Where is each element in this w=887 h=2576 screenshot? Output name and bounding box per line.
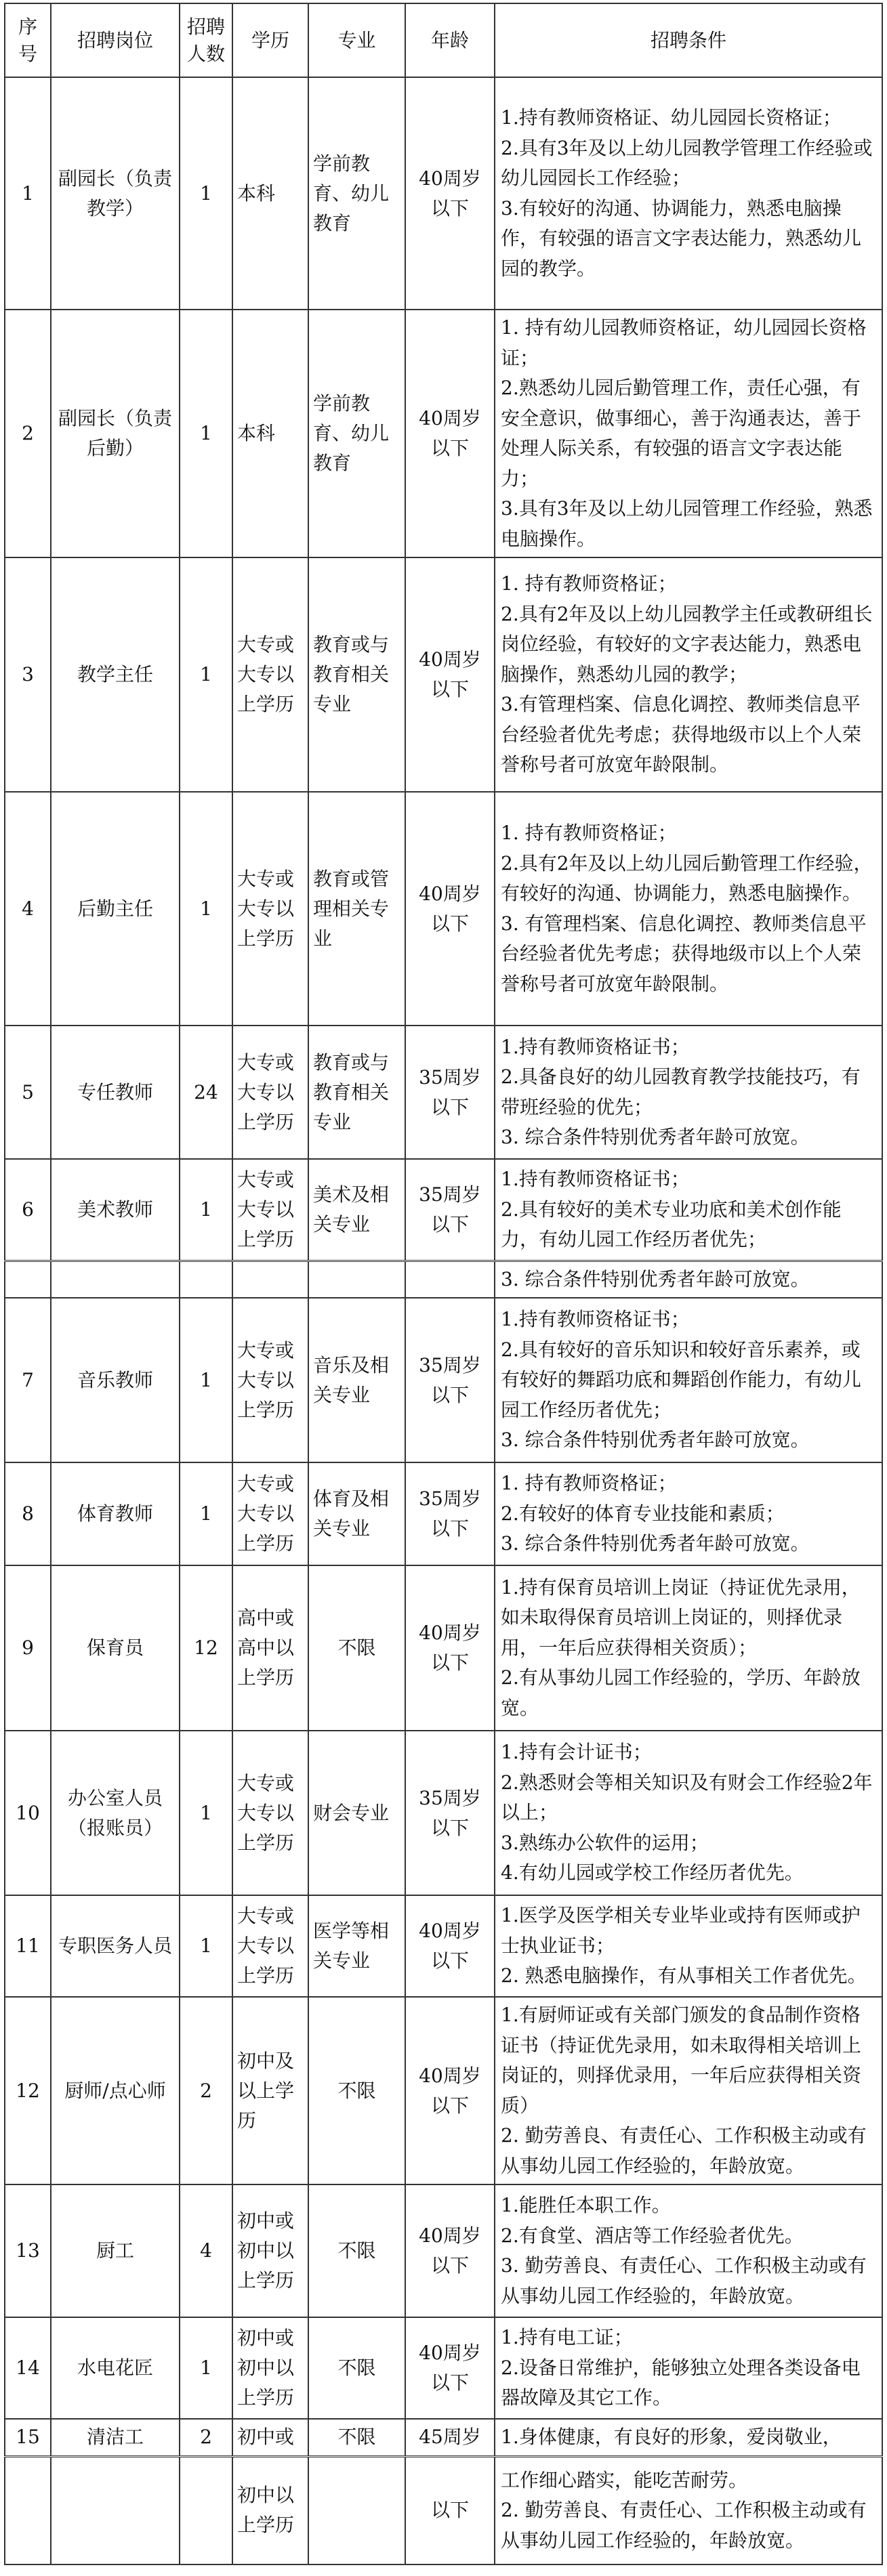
table-row xyxy=(5,1895,882,1997)
table-row xyxy=(5,1731,882,1895)
table-row xyxy=(5,1026,882,1159)
condition-line: 1. 持有教师资格证； xyxy=(501,1472,677,1495)
header-post: 招聘岗位 xyxy=(51,3,180,77)
condition-line: 2. 勤劳善良、有责任心、工作积极主动或有从事幼儿园工作经验的，年龄放宽。 xyxy=(501,2124,867,2177)
education-cell xyxy=(232,1261,308,1298)
major-cell: 不限 xyxy=(308,2317,405,2419)
condition-line: 1.能胜任本职工作。 xyxy=(501,2194,671,2216)
condition-line: 2.具备良好的幼儿园教育教学技能技巧，有带班经验的优先； xyxy=(501,1065,861,1118)
conditions-cell xyxy=(495,1462,882,1565)
header-age: 年龄 xyxy=(405,3,495,77)
conditions-cell xyxy=(495,1026,882,1159)
condition-line: 2.具有较好的美术专业功底和美术创作能力，有幼儿园工作经历者优先； xyxy=(501,1198,842,1250)
post-cell xyxy=(51,2456,180,2564)
conditions-cell xyxy=(495,1895,882,1997)
condition-line: 3.具有3年及以上幼儿园管理工作经验，熟悉电脑操作。 xyxy=(501,497,873,550)
education-cell: 大专或大专以上学历 xyxy=(232,1462,308,1565)
conditions-cell xyxy=(495,1298,882,1462)
post-cell: 教学主任 xyxy=(51,557,180,792)
seq-cell: 13 xyxy=(5,2184,51,2317)
conditions-cell xyxy=(495,77,882,310)
major-cell: 不限 xyxy=(308,1997,405,2184)
post-cell: 专任教师 xyxy=(51,1026,180,1159)
post-cell: 音乐教师 xyxy=(51,1298,180,1462)
age-cell: 以下 xyxy=(405,2456,495,2564)
count-cell xyxy=(180,1261,232,1298)
age-cell: 40周岁以下 xyxy=(405,2184,495,2317)
seq-cell: 9 xyxy=(5,1565,51,1731)
table-row xyxy=(5,1565,882,1731)
header-seq: 序号 xyxy=(5,3,51,77)
condition-line: 3. 综合条件特别优秀者年龄可放宽。 xyxy=(501,1429,810,1452)
condition-line: 1.持有教师资格证书； xyxy=(501,1168,690,1190)
seq-cell: 11 xyxy=(5,1895,51,1997)
table-row xyxy=(5,77,882,310)
count-cell xyxy=(180,2456,232,2564)
condition-line: 2.设备日常维护，能够独立处理各类设备电器故障及其它工作。 xyxy=(501,2356,861,2409)
seq-cell: 4 xyxy=(5,792,51,1026)
age-cell: 40周岁以下 xyxy=(405,310,495,557)
table-row xyxy=(5,1298,882,1462)
major-cell: 教育或与教育相关专业 xyxy=(308,557,405,792)
major-cell: 教育或与教育相关专业 xyxy=(308,1026,405,1159)
major-cell: 不限 xyxy=(308,1565,405,1731)
condition-line: 2.熟悉幼儿园后勤管理工作，责任心强，有安全意识，做事细心，善于沟通表达，善于处理人际关系，有较强的语言文字表达能力； xyxy=(501,377,862,490)
condition-line: 1.持有电工证； xyxy=(501,2326,633,2349)
condition-line: 1. 持有教师资格证； xyxy=(501,572,677,595)
condition-line: 1.持有会计证书； xyxy=(501,1741,652,1764)
major-cell: 学前教育、幼儿教育 xyxy=(308,77,405,310)
condition-line: 2. 熟悉电脑操作，有从事相关工作者优先。 xyxy=(501,1964,867,1987)
seq-cell: 14 xyxy=(5,2317,51,2419)
seq-cell: 7 xyxy=(5,1298,51,1462)
conditions-cell xyxy=(495,557,882,792)
table-row xyxy=(5,1261,882,1298)
count-cell: 12 xyxy=(180,1565,232,1731)
recruitment-table-container xyxy=(4,3,882,2565)
conditions-cell xyxy=(495,1731,882,1895)
count-cell: 1 xyxy=(180,1159,232,1261)
education-cell: 本科 xyxy=(232,310,308,557)
education-cell: 初中及以上学历 xyxy=(232,1997,308,2184)
seq-cell: 1 xyxy=(5,77,51,310)
seq-cell: 3 xyxy=(5,557,51,792)
major-cell: 体育及相关专业 xyxy=(308,1462,405,1565)
post-cell: 后勤主任 xyxy=(51,792,180,1026)
condition-line: 1.医学及医学相关专业毕业或持有医师或护士执业证书； xyxy=(501,1904,861,1957)
age-cell: 45周岁 xyxy=(405,2419,495,2456)
post-cell: 专职医务人员 xyxy=(51,1895,180,1997)
condition-line: 1.持有教师资格证书； xyxy=(501,1035,690,1058)
post-cell xyxy=(51,1261,180,1298)
age-cell: 40周岁以下 xyxy=(405,557,495,792)
condition-line: 3. 综合条件特别优秀者年龄可放宽。 xyxy=(501,1267,810,1290)
count-cell: 1 xyxy=(180,557,232,792)
age-cell: 40周岁以下 xyxy=(405,1895,495,1997)
table-row xyxy=(5,792,882,1026)
count-cell: 1 xyxy=(180,792,232,1026)
age-cell: 40周岁以下 xyxy=(405,77,495,310)
conditions-cell xyxy=(495,2456,882,2564)
major-cell xyxy=(308,2456,405,2564)
age-cell: 40周岁以下 xyxy=(405,1997,495,2184)
post-cell: 副园长（负责教学） xyxy=(51,77,180,310)
condition-line: 3. 有管理档案、信息化调控、教师类信息平台经验者优先考虑；获得地级市以上个人荣誉称号者可放宽年龄限制。 xyxy=(501,912,867,995)
seq-cell: 12 xyxy=(5,1997,51,2184)
seq-cell: 15 xyxy=(5,2419,51,2456)
condition-line: 2.有较好的体育专业技能和素质； xyxy=(501,1502,785,1525)
count-cell: 2 xyxy=(180,1997,232,2184)
condition-line: 3. 综合条件特别优秀者年龄可放宽。 xyxy=(501,1126,810,1148)
condition-line: 3. 勤劳善良、有责任心、工作积极主动或有从事幼儿园工作经验的，年龄放宽。 xyxy=(501,2254,867,2307)
seq-cell: 2 xyxy=(5,310,51,557)
condition-line: 1.有厨师证或有关部门颁发的食品制作资格证书（持证优先录用，如未取得相关培训上岗证的，则择优录用，一年后应获得相关资质） xyxy=(501,2004,862,2117)
header-major: 专业 xyxy=(308,3,405,77)
condition-line: 3.熟练办公软件的运用； xyxy=(501,1831,709,1854)
post-cell: 保育员 xyxy=(51,1565,180,1731)
age-cell: 40周岁以下 xyxy=(405,2317,495,2419)
condition-line: 2. 勤劳善良、有责任心、工作积极主动或有从事幼儿园工作经验的，年龄放宽。 xyxy=(501,2499,867,2552)
education-cell: 初中以上学历 xyxy=(232,2456,308,2564)
count-cell: 1 xyxy=(180,1731,232,1895)
table-row xyxy=(5,557,882,792)
count-cell: 24 xyxy=(180,1026,232,1159)
seq-cell: 8 xyxy=(5,1462,51,1565)
count-cell: 1 xyxy=(180,2317,232,2419)
table-row xyxy=(5,2317,882,2419)
header-row xyxy=(5,3,882,77)
condition-line: 1.持有教师资格证、幼儿园园长资格证； xyxy=(501,106,842,129)
condition-line: 1. 持有幼儿园教师资格证，幼儿园园长资格证； xyxy=(501,316,867,369)
count-cell: 1 xyxy=(180,77,232,310)
post-cell: 清洁工 xyxy=(51,2419,180,2456)
condition-line: 2.熟悉财会等相关知识及有财会工作经验2年以上； xyxy=(501,1771,873,1824)
condition-line: 4.有幼儿园或学校工作经历者优先。 xyxy=(501,1861,804,1884)
age-cell: 35周岁以下 xyxy=(405,1026,495,1159)
post-cell: 水电花匠 xyxy=(51,2317,180,2419)
conditions-cell xyxy=(495,1565,882,1731)
post-cell: 厨师/点心师 xyxy=(51,1997,180,2184)
conditions-cell xyxy=(495,792,882,1026)
table-row xyxy=(5,1462,882,1565)
age-cell: 35周岁以下 xyxy=(405,1731,495,1895)
education-cell: 初中或初中以上学历 xyxy=(232,2184,308,2317)
conditions-cell xyxy=(495,1159,882,1261)
post-cell: 厨工 xyxy=(51,2184,180,2317)
education-cell: 大专或大专以上学历 xyxy=(232,1731,308,1895)
post-cell: 体育教师 xyxy=(51,1462,180,1565)
count-cell: 1 xyxy=(180,1462,232,1565)
age-cell: 35周岁以下 xyxy=(405,1298,495,1462)
conditions-cell xyxy=(495,1261,882,1298)
header-count: 招聘人数 xyxy=(180,3,232,77)
table-row xyxy=(5,2184,882,2317)
condition-line: 1.持有保育员培训上岗证（持证优先录用，如未取得保育员培训上岗证的，则择优录用，一年后应获得相关资质）； xyxy=(501,1576,861,1659)
major-cell: 美术及相关专业 xyxy=(308,1159,405,1261)
education-cell: 大专或大专以上学历 xyxy=(232,1159,308,1261)
age-cell: 40周岁以下 xyxy=(405,792,495,1026)
conditions-cell xyxy=(495,2184,882,2317)
condition-line: 2.具有3年及以上幼儿园教学管理工作经验或幼儿园园长工作经验； xyxy=(501,136,873,189)
condition-line: 3.有较好的沟通、协调能力，熟悉电脑操作，有较强的语言文字表达能力，熟悉幼儿园的教学。 xyxy=(501,196,862,280)
condition-line: 2.具有较好的音乐知识和较好音乐素养，或有较好的舞蹈功底和舞蹈创作能力，有幼儿园工作经历者优先； xyxy=(501,1338,862,1421)
age-cell: 40周岁以下 xyxy=(405,1565,495,1731)
condition-line: 1.身体健康，有良好的形象，爱岗敬业， xyxy=(501,2426,842,2448)
header-education: 学历 xyxy=(232,3,308,77)
condition-line: 2.具有2年及以上幼儿园教学主任或教研组长岗位经验，有较好的文字表达能力，熟悉电脑操作，熟悉幼儿园的教学； xyxy=(501,602,873,685)
condition-line: 1.持有教师资格证书； xyxy=(501,1308,690,1331)
seq-cell: 10 xyxy=(5,1731,51,1895)
table-row xyxy=(5,2456,882,2564)
education-cell: 高中或高中以上学历 xyxy=(232,1565,308,1731)
conditions-cell xyxy=(495,1997,882,2184)
count-cell: 1 xyxy=(180,1298,232,1462)
seq-cell xyxy=(5,2456,51,2564)
major-cell: 音乐及相关专业 xyxy=(308,1298,405,1462)
header-conditions: 招聘条件 xyxy=(495,3,882,77)
major-cell: 医学等相关专业 xyxy=(308,1895,405,1997)
age-cell xyxy=(405,1261,495,1298)
major-cell xyxy=(308,1261,405,1298)
table-row xyxy=(5,1159,882,1261)
condition-line: 2.具有2年及以上幼儿园后勤管理工作经验，有较好的沟通、协调能力，熟悉电脑操作。 xyxy=(501,851,873,904)
conditions-cell xyxy=(495,2317,882,2419)
education-cell: 大专或大专以上学历 xyxy=(232,1026,308,1159)
conditions-cell xyxy=(495,310,882,557)
education-cell: 本科 xyxy=(232,77,308,310)
condition-line: 2.有食堂、酒店等工作经验者优先。 xyxy=(501,2224,804,2247)
major-cell: 教育或管理相关专业 xyxy=(308,792,405,1026)
count-cell: 1 xyxy=(180,310,232,557)
seq-cell xyxy=(5,1261,51,1298)
seq-cell: 5 xyxy=(5,1026,51,1159)
recruitment-table xyxy=(4,3,883,2565)
education-cell: 大专或大专以上学历 xyxy=(232,1298,308,1462)
education-cell: 初中或 xyxy=(232,2419,308,2456)
education-cell: 大专或大专以上学历 xyxy=(232,557,308,792)
post-cell: 美术教师 xyxy=(51,1159,180,1261)
seq-cell: 6 xyxy=(5,1159,51,1261)
education-cell: 初中或初中以上学历 xyxy=(232,2317,308,2419)
major-cell: 学前教育、幼儿教育 xyxy=(308,310,405,557)
age-cell: 35周岁以下 xyxy=(405,1159,495,1261)
conditions-cell xyxy=(495,2419,882,2456)
major-cell: 财会专业 xyxy=(308,1731,405,1895)
table-row xyxy=(5,310,882,557)
table-row xyxy=(5,1997,882,2184)
condition-line: 1. 持有教师资格证； xyxy=(501,822,677,844)
post-cell: 副园长（负责后勤） xyxy=(51,310,180,557)
education-cell: 大专或大专以上学历 xyxy=(232,1895,308,1997)
age-cell: 35周岁以下 xyxy=(405,1462,495,1565)
condition-line: 3.有管理档案、信息化调控、教师类信息平台经验者优先考虑；获得地级市以上个人荣誉称号者可放宽年龄限制。 xyxy=(501,693,862,776)
count-cell: 1 xyxy=(180,1895,232,1997)
table-body xyxy=(5,77,882,2564)
major-cell: 不限 xyxy=(308,2184,405,2317)
count-cell: 2 xyxy=(180,2419,232,2456)
condition-line: 工作细心踏实，能吃苦耐劳。 xyxy=(501,2468,748,2491)
condition-line: 3. 综合条件特别优秀者年龄可放宽。 xyxy=(501,1532,810,1555)
table-row xyxy=(5,2419,882,2456)
education-cell: 大专或大专以上学历 xyxy=(232,792,308,1026)
count-cell: 4 xyxy=(180,2184,232,2317)
post-cell: 办公室人员（报账员） xyxy=(51,1731,180,1895)
major-cell: 不限 xyxy=(308,2419,405,2456)
condition-line: 2.有从事幼儿园工作经验的，学历、年龄放宽。 xyxy=(501,1666,861,1719)
